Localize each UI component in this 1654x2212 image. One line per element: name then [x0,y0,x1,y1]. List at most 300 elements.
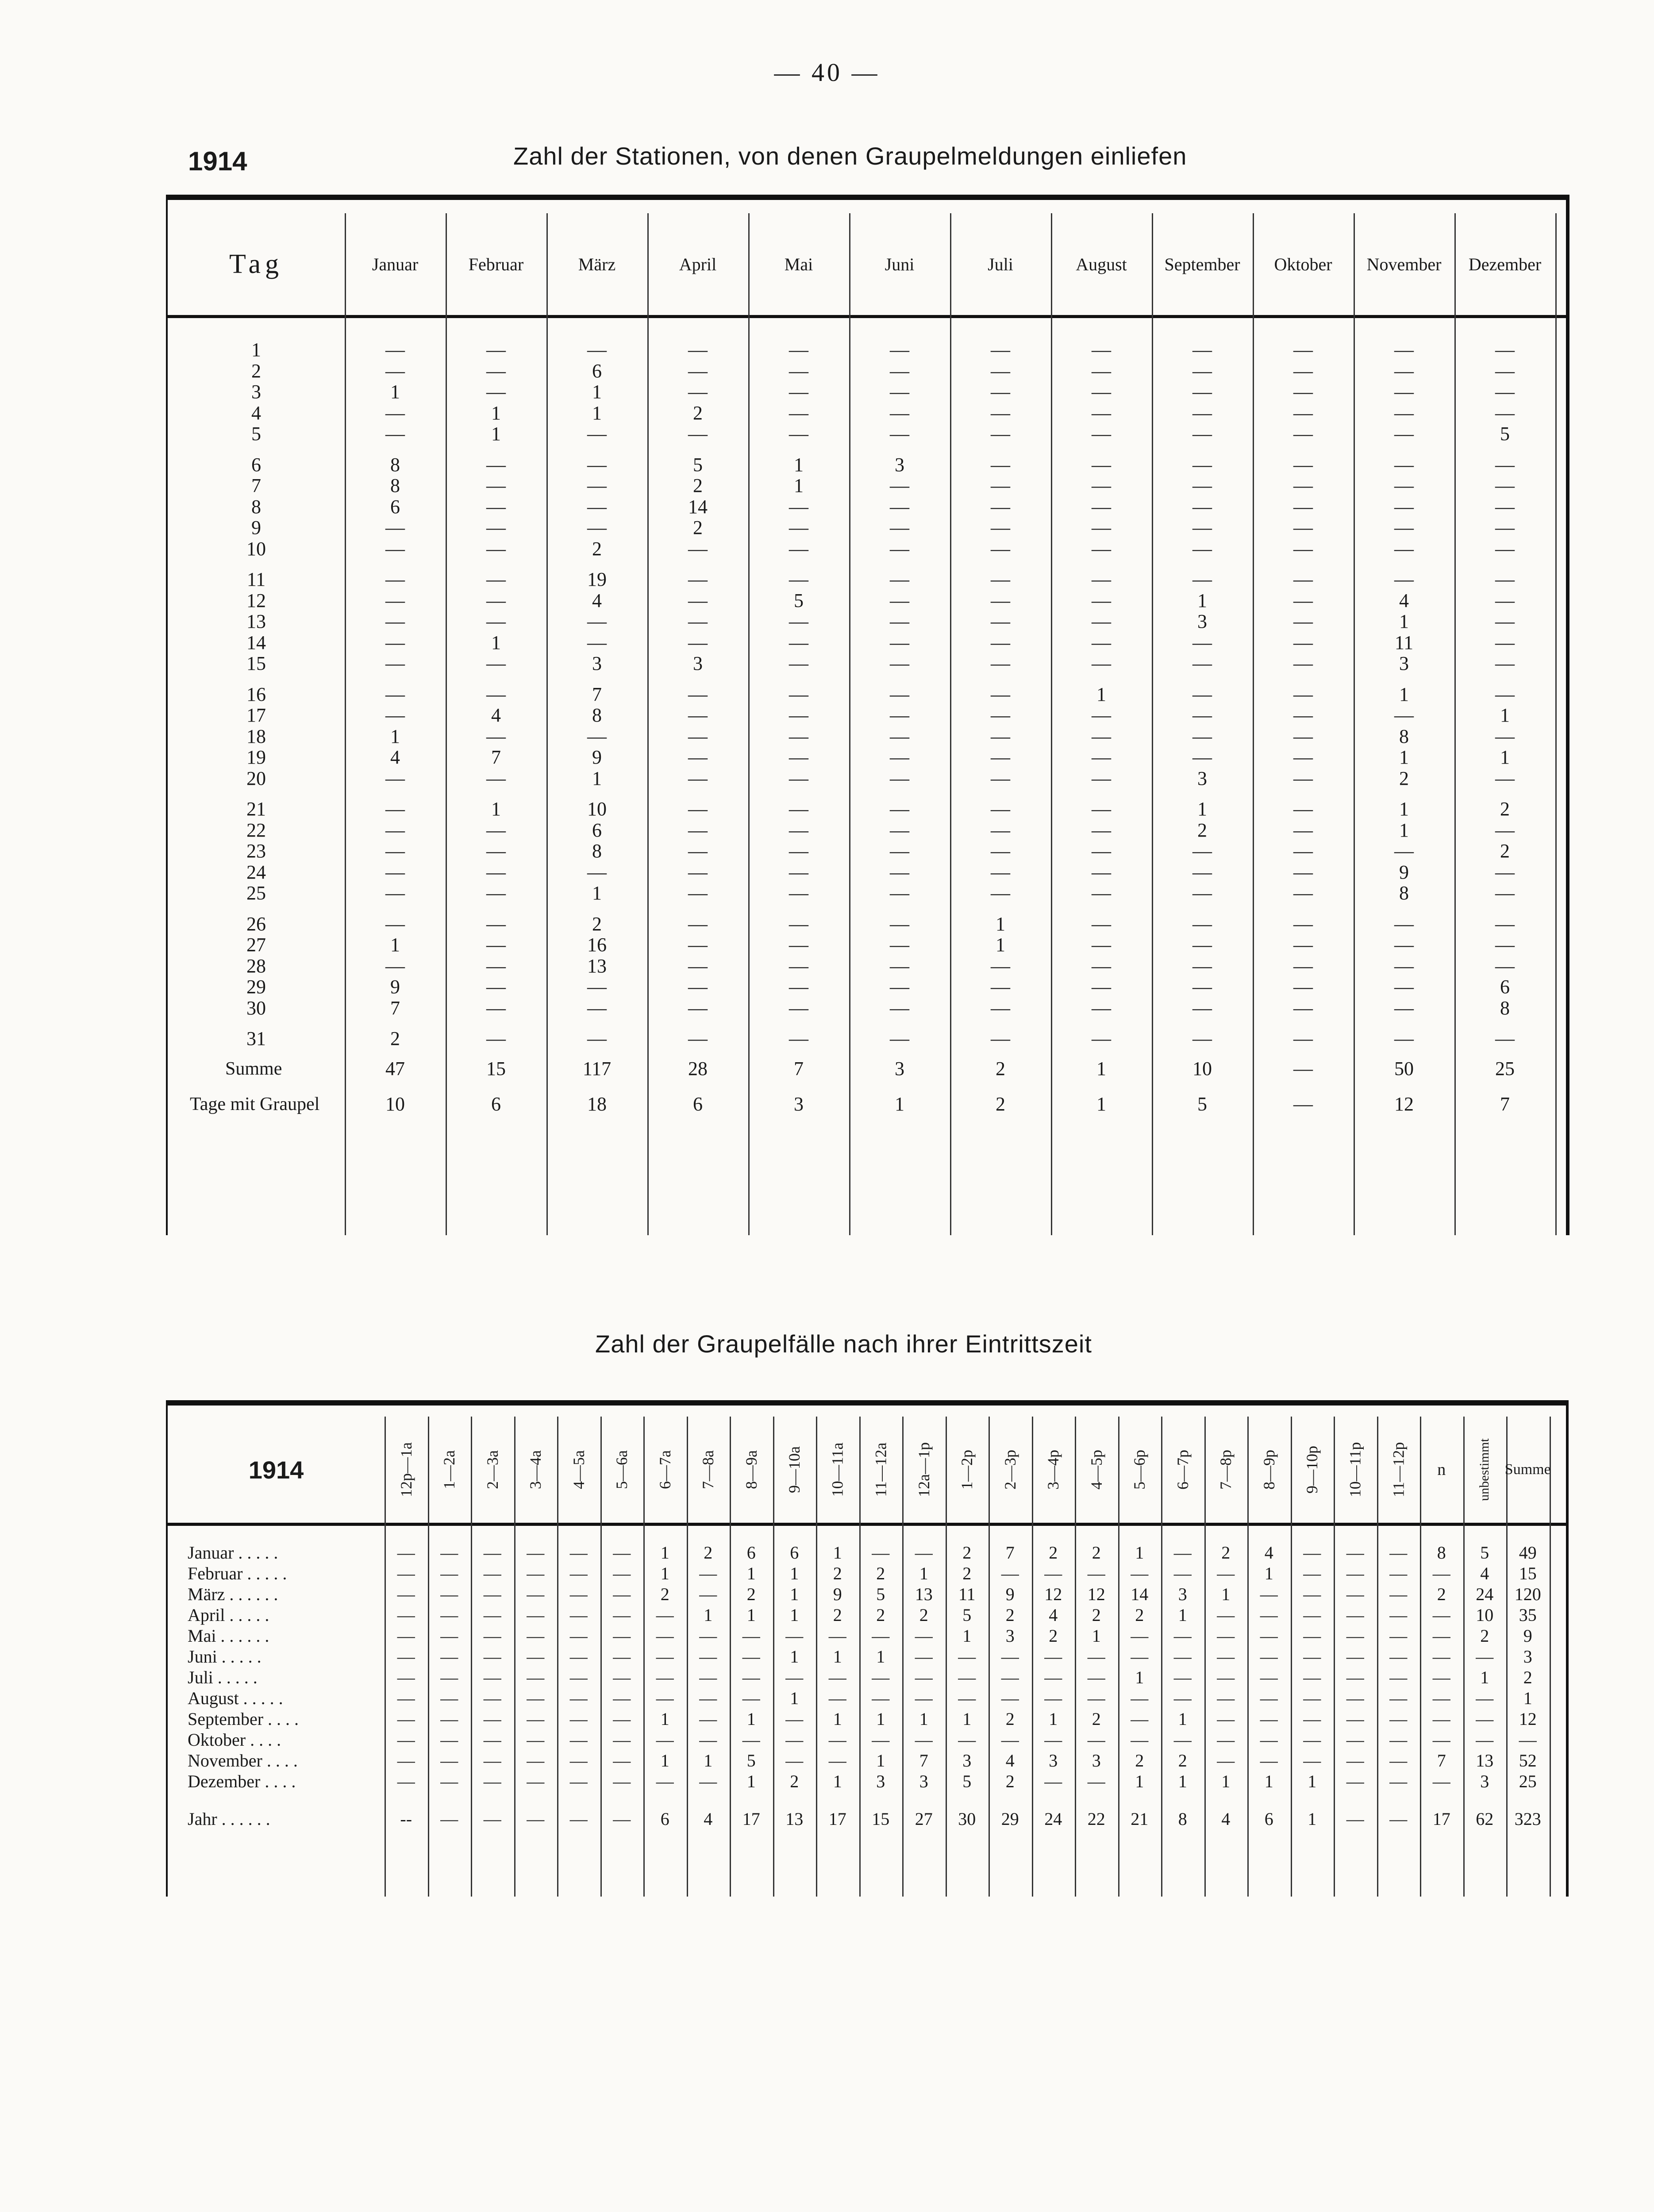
table-cell: — [699,1647,717,1667]
table-cell: — [915,1626,933,1646]
table-cell: 3 [962,1751,972,1770]
table-cell: — [890,423,909,445]
table-cell: 2 [1092,1605,1101,1625]
day-number: 1 [251,339,261,361]
jahr-cell: 29 [1001,1809,1019,1829]
table-cell: 1 [704,1751,713,1770]
table-cell: — [397,1543,415,1563]
time-column-label: unbestimmt [1477,1438,1492,1501]
table-cell: — [587,339,607,361]
table-cell: — [656,1667,674,1687]
table-cell: — [1192,955,1212,977]
summe-cell: 7 [794,1057,804,1079]
table-cell: — [699,1688,717,1708]
table-cell: — [397,1563,415,1583]
table-cell: — [1476,1647,1494,1667]
table-cell: — [1303,1709,1321,1729]
table-cell: — [1260,1584,1278,1604]
table-cell: — [890,955,909,977]
month-row-label: August . . . . . [188,1688,283,1708]
table-cell: — [1092,611,1111,632]
table-cell: — [569,1709,588,1729]
tage-cell: 10 [385,1093,405,1115]
table-cell: 1 [390,725,400,747]
table-cell: — [397,1751,415,1770]
table-cell: — [587,495,607,518]
table-cell: — [486,976,506,998]
table-cell: — [1303,1688,1321,1708]
table-cell: — [1394,517,1414,538]
table-cell: — [1293,653,1313,674]
table-cell: 8 [592,840,602,862]
time-column-header [687,1417,730,1523]
summe-cell: 28 [688,1057,708,1079]
month-header: April [679,254,717,274]
table-cell: — [1092,882,1111,904]
table-cell: — [1192,653,1212,674]
table-cell: 6 [390,495,400,518]
table-cell: — [1173,1563,1192,1583]
table-cell: — [1173,1626,1192,1646]
year-label: 1914 [188,146,247,176]
table-cell: — [1495,381,1515,403]
table-cell: 1 [790,1563,799,1583]
column-divider [1550,1417,1551,1897]
table-cell: — [483,1584,501,1604]
table-cell: — [483,1543,501,1563]
table-cell: — [1092,631,1111,653]
table-cell: 2 [1092,1543,1101,1563]
table-cell: — [890,704,909,726]
month-row-label: Juli . . . . . [188,1667,258,1687]
table-cell: 8 [1437,1543,1446,1563]
table-cell: — [486,1028,506,1049]
table-cell: — [872,1730,890,1750]
table-cell: — [397,1709,415,1729]
table-cell: 1 [876,1647,885,1667]
table-cell: — [1394,976,1414,998]
table-cell: — [613,1667,631,1687]
time-column-label: 2—3p [1001,1450,1019,1490]
table-cell: 3 [1197,611,1207,632]
table-cell: — [890,976,909,998]
table-cell: — [483,1647,501,1667]
table-cell: 1 [962,1626,972,1646]
table-cell: — [688,538,708,560]
table-cell: — [991,683,1010,705]
table-cell: 1 [390,381,400,403]
table-cell: — [1293,423,1313,445]
tage-cell: 2 [996,1093,1005,1115]
table-cell: — [1092,517,1111,538]
table-cell: — [486,861,506,883]
table-cell: — [688,568,708,590]
table-cell: 4 [491,704,501,726]
jahr-cell: — [483,1809,501,1829]
table-cell: 2 [746,1584,756,1604]
table-cell: — [1217,1605,1235,1625]
table-cell: — [1495,339,1515,361]
table-cell: — [1260,1647,1278,1667]
table-cell: — [1087,1771,1105,1791]
table-cell: — [486,725,506,747]
table-cell: — [1293,767,1313,789]
table-cell: — [890,517,909,538]
time-column-header [1204,1417,1248,1523]
table-cell: 1 [592,381,602,403]
time-column-label: 1—2a [440,1450,458,1489]
month-header: Februar [468,254,524,274]
table-cell: — [915,1543,933,1563]
table-cell: — [1260,1688,1278,1708]
table-cell: — [890,475,909,496]
table-cell: — [890,381,909,403]
jahr-cell: 17 [1432,1809,1450,1829]
tage-cell: 3 [794,1093,804,1115]
table-cell: — [890,882,909,904]
table-cell: — [890,495,909,518]
time-column-header [1291,1417,1334,1523]
tag-header: Tag [229,249,284,279]
table-cell: 3 [895,453,904,476]
table-cell: 5 [693,453,703,476]
table-cell: 6 [592,819,602,841]
table-cell: 25 [1519,1771,1537,1791]
table-cell: — [1293,861,1313,883]
table-cell: — [1092,381,1111,403]
time-column-label: 2—3a [483,1450,501,1489]
day-number: 24 [246,861,266,883]
table-cell: — [656,1730,674,1750]
table-cell: — [385,882,405,904]
table-cell: 1 [1221,1584,1231,1604]
table-cell: — [958,1688,976,1708]
table-cell: — [1495,453,1515,476]
table-cell: — [1001,1667,1019,1687]
table-cell: 1 [1197,589,1207,611]
table-cell: 1 [1092,1626,1101,1646]
day-number: 3 [251,381,261,403]
table-cell: — [785,1667,804,1687]
time-column-header [1334,1417,1377,1523]
table-cell: — [1389,1771,1408,1791]
table-cell: — [385,683,405,705]
table-cell: — [688,1028,708,1049]
table-cell: — [527,1730,545,1750]
table-cell: — [569,1584,588,1604]
table-cell: — [385,423,405,445]
table-cell: 1 [491,798,501,820]
jahr-cell: 6 [660,1809,669,1829]
table-cell: — [688,934,708,956]
table-cell: — [688,976,708,998]
table-cell: — [688,683,708,705]
table-cell: — [1432,1563,1450,1583]
table-cell: — [1476,1709,1494,1729]
table-cell: — [991,767,1010,789]
table-cell: — [527,1647,545,1667]
jahr-cell: -- [400,1809,412,1829]
table-cell: — [486,517,506,538]
table-cell: — [527,1563,545,1583]
jahr-cell: 323 [1514,1809,1541,1829]
jahr-cell: 1 [1308,1809,1317,1829]
table-cell: — [1217,1626,1235,1646]
day-number: 4 [251,402,261,424]
table-cell: — [385,631,405,653]
table-cell: — [1303,1730,1321,1750]
table-cell: — [1394,360,1414,382]
table-cell: — [1293,976,1313,998]
table-cell: — [527,1584,545,1604]
day-number: 18 [246,725,266,747]
jahr-cell: 21 [1131,1809,1149,1829]
table-cell: — [1044,1667,1062,1687]
table-cell: — [789,819,808,841]
table-cell: — [1260,1605,1278,1625]
table-cell: — [991,997,1010,1019]
table-cell: — [688,819,708,841]
table-cell: 3 [876,1771,885,1791]
table-cell: — [440,1626,458,1646]
table-cell: 2 [592,913,602,935]
table-cell: 2 [833,1605,842,1625]
summe-cell: 47 [385,1057,405,1079]
table-cell: — [789,339,808,361]
time-column-label: 4—5a [569,1450,588,1489]
table-cell: 1 [592,882,602,904]
jahr-cell: 17 [828,1809,846,1829]
table-cell: — [890,538,909,560]
table-cell: — [1495,517,1515,538]
table-cell: — [1519,1730,1537,1750]
table-cell: — [1495,631,1515,653]
month-row-label: April . . . . . [188,1605,269,1625]
table-cell: — [1217,1647,1235,1667]
table-cell: — [1394,704,1414,726]
table-cell: 13 [915,1584,933,1604]
table-cell: — [890,339,909,361]
table-cell: — [1217,1667,1235,1687]
table-cell: 6 [1500,976,1510,998]
table-cell: 1 [1399,746,1409,768]
table-cell: — [397,1626,415,1646]
table-cell: — [1192,1028,1212,1049]
table-cell: — [1087,1647,1105,1667]
table-cell: — [1394,339,1414,361]
table-cell: — [483,1709,501,1729]
table-cell: — [688,767,708,789]
table-cell: 1 [746,1605,756,1625]
table-cell: 1 [794,453,804,476]
table-cell: 2 [693,475,703,496]
table-cell: 11 [1394,631,1414,653]
table-cell: — [385,360,405,382]
table-cell: 1 [1500,746,1510,768]
table-cell: — [1192,882,1212,904]
table-cell: — [915,1667,933,1687]
day-number: 14 [246,631,266,653]
table-cell: 1 [1399,798,1409,820]
table-cell: 2 [1092,1709,1101,1729]
time-column-header [385,1417,428,1523]
table-cell: — [991,475,1010,496]
table-cell: — [1495,538,1515,560]
table-cell: — [1192,631,1212,653]
table-cell: 4 [1399,589,1409,611]
table-cell: 2 [876,1563,885,1583]
table-cell: — [385,538,405,560]
table-cell: — [1495,683,1515,705]
table-cell: — [1087,1730,1105,1750]
table-cell: 1 [660,1709,669,1729]
table-cell: — [587,997,607,1019]
table-cell: — [1293,725,1313,747]
table-cell: — [527,1688,545,1708]
table-cell: — [890,861,909,883]
table-cell: — [789,725,808,747]
day-number: 31 [246,1028,266,1049]
table-cell: — [688,611,708,632]
table-cell: 7 [390,997,400,1019]
table-cell: 2 [1178,1751,1187,1770]
table-cell: — [1131,1626,1149,1646]
table-cell: — [1092,955,1111,977]
table-cell: 1 [660,1543,669,1563]
day-number: 5 [251,423,261,445]
table-cell: — [1495,955,1515,977]
table-cell: — [569,1771,588,1791]
table-cell: — [613,1543,631,1563]
table-cell: 9 [592,746,602,768]
table-cell: 1 [1135,1771,1144,1791]
table-cell: — [789,423,808,445]
table-cell: — [440,1563,458,1583]
table-cell: — [1394,495,1414,518]
table-cell: — [1192,402,1212,424]
table-cell: — [1432,1688,1450,1708]
table-cell: 13 [1476,1751,1494,1770]
tage-cell: 1 [895,1093,904,1115]
table-cell: 4 [1264,1543,1273,1563]
table-cell: — [789,611,808,632]
time-column-header [514,1417,558,1523]
table-cell: — [1293,568,1313,590]
table-cell: — [1303,1605,1321,1625]
table-cell: — [1495,913,1515,935]
table-cell: — [397,1584,415,1604]
table-cell: 2 [1049,1626,1058,1646]
table-cell: — [699,1584,717,1604]
table-cell: — [1192,495,1212,518]
column-divider [1555,213,1557,1235]
day-number: 8 [251,495,261,518]
table-cell: 1 [1264,1771,1273,1791]
table-cell: 1 [1135,1543,1144,1563]
table-cell: — [1217,1751,1235,1770]
table-cell: — [486,589,506,611]
jahr-cell: 17 [742,1809,760,1829]
table-cell: 3 [1092,1751,1101,1770]
table-cell: — [1092,453,1111,476]
table-cell: — [440,1605,458,1625]
table-cell: — [1476,1688,1494,1708]
table-cell: — [1432,1605,1450,1625]
table-cell: — [1394,913,1414,935]
month-header: Juni [885,254,915,274]
table-cell: — [1092,840,1111,862]
table-cell: 9 [390,976,400,998]
table-cell: — [789,955,808,977]
table-cell: 1 [876,1709,885,1729]
table-cell: 2 [1221,1543,1231,1563]
jahr-cell: 4 [1221,1809,1231,1829]
table-cell: — [991,746,1010,768]
table-cell: — [991,495,1010,518]
table-cell: — [688,861,708,883]
table-cell: 1 [790,1647,799,1667]
table-cell: — [385,611,405,632]
table-cell: — [1346,1605,1364,1625]
table-cell: 2 [1437,1584,1446,1604]
table-cell: — [688,704,708,726]
table-cell: 1 [1178,1771,1187,1791]
table-cell: 2 [390,1028,400,1049]
table-cell: 2 [1197,819,1207,841]
table-cell: — [569,1605,588,1625]
time-column-header [1075,1417,1118,1523]
table-cell: — [1131,1730,1149,1750]
times-table [166,1400,1569,1897]
table-cell: — [789,381,808,403]
jahr-cell: 13 [785,1809,804,1829]
table-cell: — [440,1709,458,1729]
table-cell: — [991,517,1010,538]
table-cell: — [1131,1647,1149,1667]
table-cell: 52 [1519,1751,1537,1770]
table-cell: — [1495,475,1515,496]
table-cell: 19 [587,568,607,590]
table-cell: 14 [1131,1584,1149,1604]
day-number: 30 [246,997,266,1019]
table-cell: — [789,360,808,382]
table-cell: — [1260,1626,1278,1646]
table-cell: — [688,381,708,403]
table-cell: — [1044,1563,1062,1583]
table-cell: — [1495,882,1515,904]
table-cell: — [1092,798,1111,820]
table-cell: — [688,725,708,747]
table-cell: 8 [390,475,400,496]
table-cell: 1 [790,1584,799,1604]
table-cell: — [656,1771,674,1791]
table-cell: — [587,631,607,653]
table-cell: — [1092,653,1111,674]
table-cell: — [587,423,607,445]
table-cell: 2 [833,1563,842,1583]
table-cell: — [613,1563,631,1583]
table-cell: — [1293,631,1313,653]
jahr-cell: — [569,1809,588,1829]
table-cell: — [1394,997,1414,1019]
table-cell: — [1293,997,1313,1019]
table-cell: — [1260,1667,1278,1687]
summe-cell: 3 [895,1057,904,1079]
time-column-label: 5—6a [613,1450,631,1489]
table-cell: — [613,1709,631,1729]
table-cell: — [742,1667,760,1687]
table-cell: — [1293,495,1313,518]
